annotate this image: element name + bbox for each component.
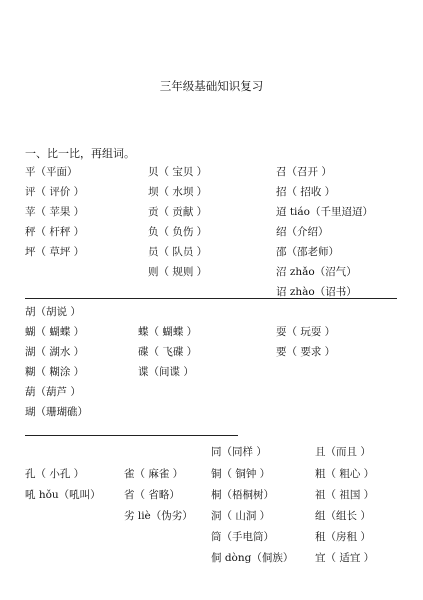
word-pair: 坝（ 水坝 ）	[148, 186, 208, 198]
word-pair: 迢 tiáo（千里迢迢）	[276, 206, 373, 218]
word-pair: 贡（ 贡献 ）	[148, 206, 208, 218]
word-pair: 且（而且 ）	[315, 446, 371, 458]
word-pair: 粗（ 粗心 ）	[315, 468, 375, 480]
word-pair: 员（ 队员 ）	[148, 246, 208, 258]
word-pair: 沼 zhǎo（沼气）	[276, 266, 357, 278]
word-pair: 洞（ 山洞 ）	[211, 510, 271, 522]
divider	[25, 435, 238, 436]
word-pair: 孔（ 小孔 ）	[25, 468, 85, 480]
word-pair: 租（房租 ）	[315, 531, 371, 543]
word-pair: 耍（ 玩耍 ）	[276, 326, 336, 338]
word-pair: 绍（介绍）	[276, 226, 329, 238]
word-pair: 糊（ 糊涂 ）	[25, 366, 85, 378]
word-pair: 侗 dòng（侗族）	[211, 552, 294, 564]
word-pair: 组（组长 ）	[315, 510, 371, 522]
word-pair: 瑚（珊瑚礁）	[25, 406, 88, 418]
word-pair: 诏 zhào（诏书）	[276, 286, 357, 298]
word-pair: 湖（ 湖水 ）	[25, 346, 85, 358]
divider	[25, 298, 397, 299]
section-heading: 一、比一比，再组词。	[25, 147, 135, 160]
word-pair: 负（ 负伤 ）	[148, 226, 208, 238]
word-pair: 铜（ 铜钟 ）	[211, 468, 271, 480]
word-pair: 则（ 规则 ）	[148, 266, 208, 278]
word-pair: 祖（ 祖国 ）	[315, 489, 375, 501]
word-pair: 碟（ 飞碟 ）	[138, 346, 198, 358]
word-pair: 雀（ 麻雀 ）	[124, 468, 184, 480]
word-pair: 胡（胡说 ）	[25, 306, 81, 318]
word-pair: 秤（ 杆秤 ）	[25, 226, 85, 238]
word-pair: 平（平面）	[25, 166, 78, 178]
word-pair: 劣 liè（伪劣）	[124, 510, 193, 522]
word-pair: 省（ 省略）	[124, 489, 180, 501]
word-pair: 苹（ 苹果 ）	[25, 206, 85, 218]
page-title: 三年级基础知识复习	[159, 79, 264, 93]
word-pair: 召（召开 ）	[276, 166, 332, 178]
word-pair: 评（ 评价 ）	[25, 186, 85, 198]
word-pair: 蝴（ 蝴蝶 ）	[25, 326, 85, 338]
word-pair: 谍（间谍 ）	[138, 366, 194, 378]
word-pair: 蝶（ 蝴蝶 ）	[138, 326, 198, 338]
word-pair: 要（ 要求 ）	[276, 346, 336, 358]
word-pair: 宜（ 适宜 ）	[315, 552, 375, 564]
word-pair: 吼 hǒu（吼叫）	[25, 489, 101, 501]
word-pair: 贝（ 宝贝 ）	[148, 166, 208, 178]
word-pair: 招（ 招收 ）	[276, 186, 336, 198]
word-pair: 邵（邵老师）	[276, 246, 339, 258]
word-pair: 葫（葫芦 ）	[25, 386, 81, 398]
word-pair: 桐（梧桐树）	[211, 489, 274, 501]
word-pair: 坪（ 草坪 ）	[25, 246, 85, 258]
word-pair: 筒（手电筒）	[211, 531, 274, 543]
word-pair: 同（同样 ）	[211, 446, 267, 458]
